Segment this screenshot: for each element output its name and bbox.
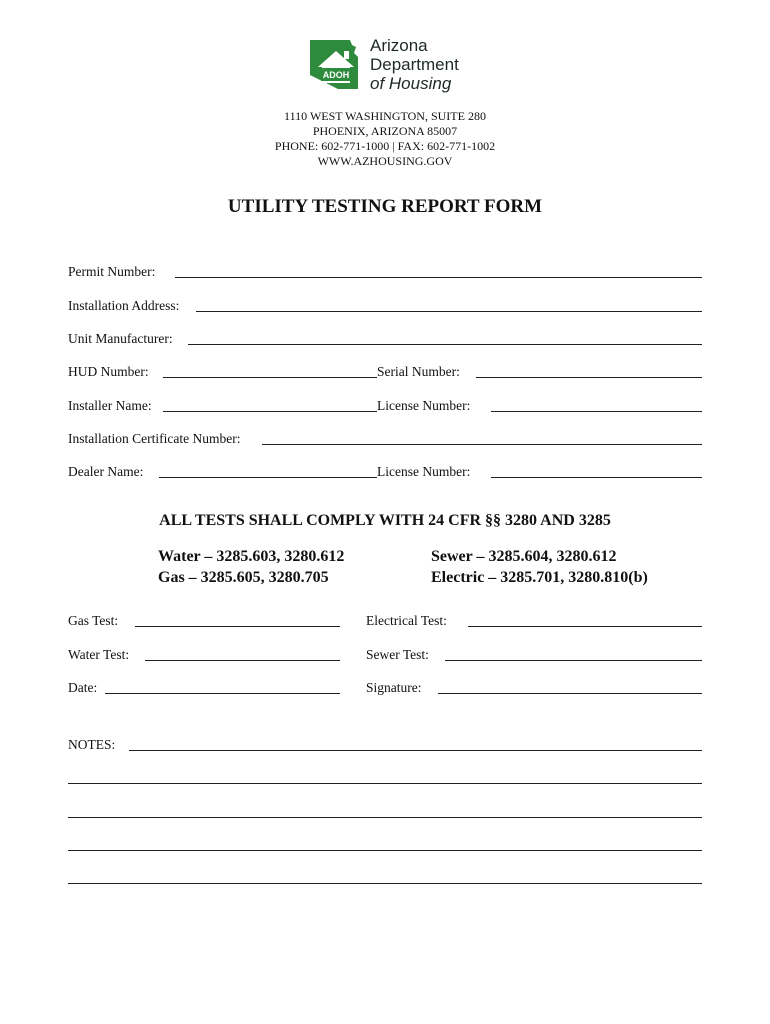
installation-certificate-number-label: Installation Certificate Number:	[68, 431, 241, 446]
water-test-field[interactable]	[145, 660, 340, 661]
serial-number-label: Serial Number:	[377, 364, 460, 379]
electrical-test-field[interactable]	[468, 626, 702, 627]
dealer-license-number-label: License Number:	[377, 464, 471, 479]
gas-test-field[interactable]	[135, 626, 340, 627]
logo-line-3: of Housing	[370, 74, 452, 93]
date-label: Date:	[68, 680, 98, 695]
serial-number-field[interactable]	[476, 377, 702, 378]
hud-number-label: HUD Number:	[68, 364, 149, 379]
gas-code: Gas – 3285.605, 3280.705	[158, 569, 329, 586]
sewer-test-field[interactable]	[445, 660, 702, 661]
electrical-test-label: Electrical Test:	[366, 613, 447, 628]
installation-address-label: Installation Address:	[68, 298, 180, 313]
sewer-test-label: Sewer Test:	[366, 647, 429, 662]
logo-line-1: Arizona	[370, 36, 428, 55]
gas-test-label: Gas Test:	[68, 613, 119, 628]
notes-line-4[interactable]	[68, 850, 702, 851]
notes-line-2[interactable]	[68, 783, 702, 784]
address-phone-fax: PHONE: 602-771-1000 | FAX: 602-771-1002	[274, 139, 496, 153]
form-title: UTILITY TESTING REPORT FORM	[227, 196, 543, 217]
arizona-house-icon	[308, 37, 370, 93]
unit-manufacturer-label: Unit Manufacturer:	[68, 331, 173, 346]
logo-line-2: Department	[370, 55, 459, 74]
electric-code: Electric – 3285.701, 3280.810(b)	[431, 569, 648, 586]
permit-number-label: Permit Number:	[68, 264, 156, 279]
installation-address-field[interactable]	[196, 311, 702, 312]
agency-address	[0, 109, 770, 169]
installer-name-field[interactable]	[163, 411, 377, 412]
signature-field[interactable]	[438, 693, 702, 694]
installer-name-label: Installer Name:	[68, 398, 152, 413]
sewer-code: Sewer – 3285.604, 3280.612	[431, 548, 617, 565]
adoh-logo	[308, 37, 478, 101]
installation-certificate-number-field[interactable]	[262, 444, 702, 445]
dealer-name-field[interactable]	[159, 477, 377, 478]
signature-label: Signature:	[366, 680, 422, 695]
compliance-heading: ALL TESTS SHALL COMPLY WITH 24 CFR §§ 3280 AND 3285	[159, 512, 611, 529]
dealer-license-number-field[interactable]	[491, 477, 702, 478]
address-street: 1110 WEST WASHINGTON, SUITE 280	[284, 109, 486, 123]
date-field[interactable]	[105, 693, 340, 694]
notes-line-5[interactable]	[68, 883, 702, 884]
dealer-name-label: Dealer Name:	[68, 464, 144, 479]
water-test-label: Water Test:	[68, 647, 130, 662]
logo-wordmark	[370, 36, 459, 93]
address-city: PHOENIX, ARIZONA 85007	[312, 124, 458, 138]
svg-text:ADOH: ADOH	[322, 70, 350, 80]
notes-line-1[interactable]	[129, 750, 702, 751]
notes-label: NOTES:	[68, 737, 116, 752]
water-code: Water – 3285.603, 3280.612	[158, 548, 345, 565]
unit-manufacturer-field[interactable]	[188, 344, 702, 345]
permit-number-field[interactable]	[175, 277, 702, 278]
installer-license-number-label: License Number:	[377, 398, 471, 413]
notes-line-3[interactable]	[68, 817, 702, 818]
installer-license-number-field[interactable]	[491, 411, 702, 412]
address-website: WWW.AZHOUSING.GOV	[317, 154, 453, 168]
hud-number-field[interactable]	[163, 377, 377, 378]
